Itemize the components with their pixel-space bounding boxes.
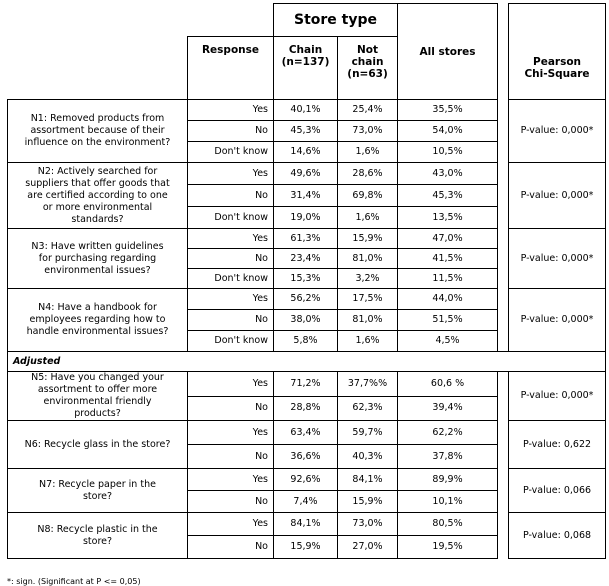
gap-cell: [498, 421, 509, 469]
not-chain-cell: 15,9%: [338, 229, 398, 249]
question-cell: N6: Recycle glass in the store?: [8, 421, 188, 469]
pvalue-cell: P-value: 0,000*: [509, 229, 606, 289]
chain-cell: 15,9%: [274, 536, 338, 559]
header-gap: [498, 4, 509, 100]
response-cell: No: [188, 249, 274, 269]
not-chain-cell: 37,7%%: [338, 372, 398, 397]
pvalue-cell: P-value: 0,066: [509, 469, 606, 513]
response-cell: Yes: [188, 372, 274, 397]
not-chain-cell: 1,6%: [338, 207, 398, 229]
all-stores-cell: 13,5%: [398, 207, 498, 229]
all-stores-cell: 45,3%: [398, 185, 498, 207]
all-stores-cell: 11,5%: [398, 269, 498, 289]
all-stores-cell: 4,5%: [398, 331, 498, 352]
gap-cell: [498, 513, 509, 559]
pvalue-cell: P-value: 0,000*: [509, 289, 606, 352]
all-stores-cell: 37,8%: [398, 445, 498, 469]
not-chain-cell: 73,0%: [338, 513, 398, 536]
not-chain-cell: 59,7%: [338, 421, 398, 445]
response-cell: Yes: [188, 421, 274, 445]
gap-cell: [498, 100, 509, 163]
response-cell: No: [188, 121, 274, 142]
table-row: [8, 513, 606, 536]
gap-cell: [498, 229, 509, 289]
response-cell: Yes: [188, 469, 274, 491]
chain-cell: 45,3%: [274, 121, 338, 142]
response-cell: No: [188, 445, 274, 469]
chain-cell: 7,4%: [274, 491, 338, 513]
all-stores-header: All stores: [398, 4, 498, 100]
chain-cell: 19,0%: [274, 207, 338, 229]
not-chain-cell: 62,3%: [338, 396, 398, 421]
question-cell: N4: Have a handbook for employees regarding how to handle environmental issues?: [8, 289, 188, 352]
all-stores-cell: 41,5%: [398, 249, 498, 269]
adjusted-row: [8, 352, 606, 372]
all-stores-cell: 80,5%: [398, 513, 498, 536]
chain-cell: 38,0%: [274, 310, 338, 331]
response-cell: No: [188, 310, 274, 331]
table-row: [8, 372, 606, 397]
chain-cell: 56,2%: [274, 289, 338, 310]
chain-cell: 63,4%: [274, 421, 338, 445]
not-chain-cell: 84,1%: [338, 469, 398, 491]
gap-cell: [498, 289, 509, 352]
all-stores-cell: 89,9%: [398, 469, 498, 491]
chain-cell: 92,6%: [274, 469, 338, 491]
pvalue-cell: P-value: 0,622: [509, 421, 606, 469]
table-row: [8, 421, 606, 445]
question-cell: N1: Removed products from assortment because of their influence on the environment?: [8, 100, 188, 163]
all-stores-cell: 62,2%: [398, 421, 498, 445]
question-cell: N3: Have written guidelines for purchasing regarding environmental issues?: [8, 229, 188, 289]
not-chain-cell: 69,8%: [338, 185, 398, 207]
question-cell: N7: Recycle paper in the store?: [8, 469, 188, 513]
not-chain-cell: 73,0%: [338, 121, 398, 142]
all-stores-cell: 39,4%: [398, 396, 498, 421]
chain-cell: 28,8%: [274, 396, 338, 421]
table-row: [8, 289, 606, 310]
chain-cell: 61,3%: [274, 229, 338, 249]
not-chain-header: Not chain (n=63): [338, 37, 398, 100]
pvalue-cell: P-value: 0,000*: [509, 163, 606, 229]
pvalue-cell: P-value: 0,000*: [509, 372, 606, 421]
header-blank-pearson: [509, 4, 606, 37]
question-cell: N2: Actively searched for suppliers that offer goods that are certified according to one or more environmental standards?: [8, 163, 188, 229]
response-cell: Yes: [188, 289, 274, 310]
response-header: Response: [188, 37, 274, 100]
chain-cell: 36,6%: [274, 445, 338, 469]
not-chain-cell: 28,6%: [338, 163, 398, 185]
response-cell: Don't know: [188, 207, 274, 229]
header-blank-response: [188, 4, 274, 37]
chain-cell: 5,8%: [274, 331, 338, 352]
response-cell: Yes: [188, 100, 274, 121]
table-row: [8, 229, 606, 249]
response-cell: Don't know: [188, 331, 274, 352]
all-stores-cell: 43,0%: [398, 163, 498, 185]
results-table: [7, 3, 606, 559]
all-stores-cell: 10,1%: [398, 491, 498, 513]
all-stores-cell: 54,0%: [398, 121, 498, 142]
chain-cell: 23,4%: [274, 249, 338, 269]
all-stores-cell: 51,5%: [398, 310, 498, 331]
table-row: [8, 100, 606, 121]
chain-cell: 40,1%: [274, 100, 338, 121]
not-chain-cell: 27,0%: [338, 536, 398, 559]
gap-cell: [498, 372, 509, 421]
response-cell: No: [188, 491, 274, 513]
not-chain-cell: 15,9%: [338, 491, 398, 513]
pearson-header: Pearson Chi-Square: [509, 37, 606, 100]
not-chain-cell: 81,0%: [338, 310, 398, 331]
table-row: [8, 163, 606, 185]
all-stores-cell: 44,0%: [398, 289, 498, 310]
adjusted-label: Adjusted: [8, 352, 606, 372]
pvalue-cell: P-value: 0,068: [509, 513, 606, 559]
response-cell: No: [188, 536, 274, 559]
not-chain-cell: 1,6%: [338, 142, 398, 163]
question-cell: N8: Recycle plastic in the store?: [8, 513, 188, 559]
gap-cell: [498, 469, 509, 513]
response-cell: Yes: [188, 229, 274, 249]
chain-cell: 71,2%: [274, 372, 338, 397]
pvalue-cell: P-value: 0,000*: [509, 100, 606, 163]
response-cell: No: [188, 185, 274, 207]
all-stores-cell: 47,0%: [398, 229, 498, 249]
store-type-header: Store type: [274, 4, 398, 37]
chain-cell: 14,6%: [274, 142, 338, 163]
all-stores-cell: 10,5%: [398, 142, 498, 163]
not-chain-cell: 3,2%: [338, 269, 398, 289]
response-cell: Yes: [188, 163, 274, 185]
not-chain-cell: 81,0%: [338, 249, 398, 269]
response-cell: Yes: [188, 513, 274, 536]
not-chain-cell: 1,6%: [338, 331, 398, 352]
response-cell: Don't know: [188, 142, 274, 163]
chain-cell: 84,1%: [274, 513, 338, 536]
question-cell: N5: Have you changed your assortment to offer more environmental friendly products?: [8, 372, 188, 421]
not-chain-cell: 17,5%: [338, 289, 398, 310]
all-stores-cell: 19,5%: [398, 536, 498, 559]
all-stores-cell: 35,5%: [398, 100, 498, 121]
all-stores-cell: 60,6 %: [398, 372, 498, 397]
response-cell: Don't know: [188, 269, 274, 289]
table-row: [8, 469, 606, 491]
not-chain-cell: 40,3%: [338, 445, 398, 469]
not-chain-cell: 25,4%: [338, 100, 398, 121]
chain-cell: 49,6%: [274, 163, 338, 185]
gap-cell: [498, 163, 509, 229]
header-blank: [8, 4, 188, 100]
response-cell: No: [188, 396, 274, 421]
chain-cell: 31,4%: [274, 185, 338, 207]
chain-cell: 15,3%: [274, 269, 338, 289]
chain-header: Chain (n=137): [274, 37, 338, 100]
footnote: *: sign. (Significant at P <= 0,05): [7, 577, 141, 586]
